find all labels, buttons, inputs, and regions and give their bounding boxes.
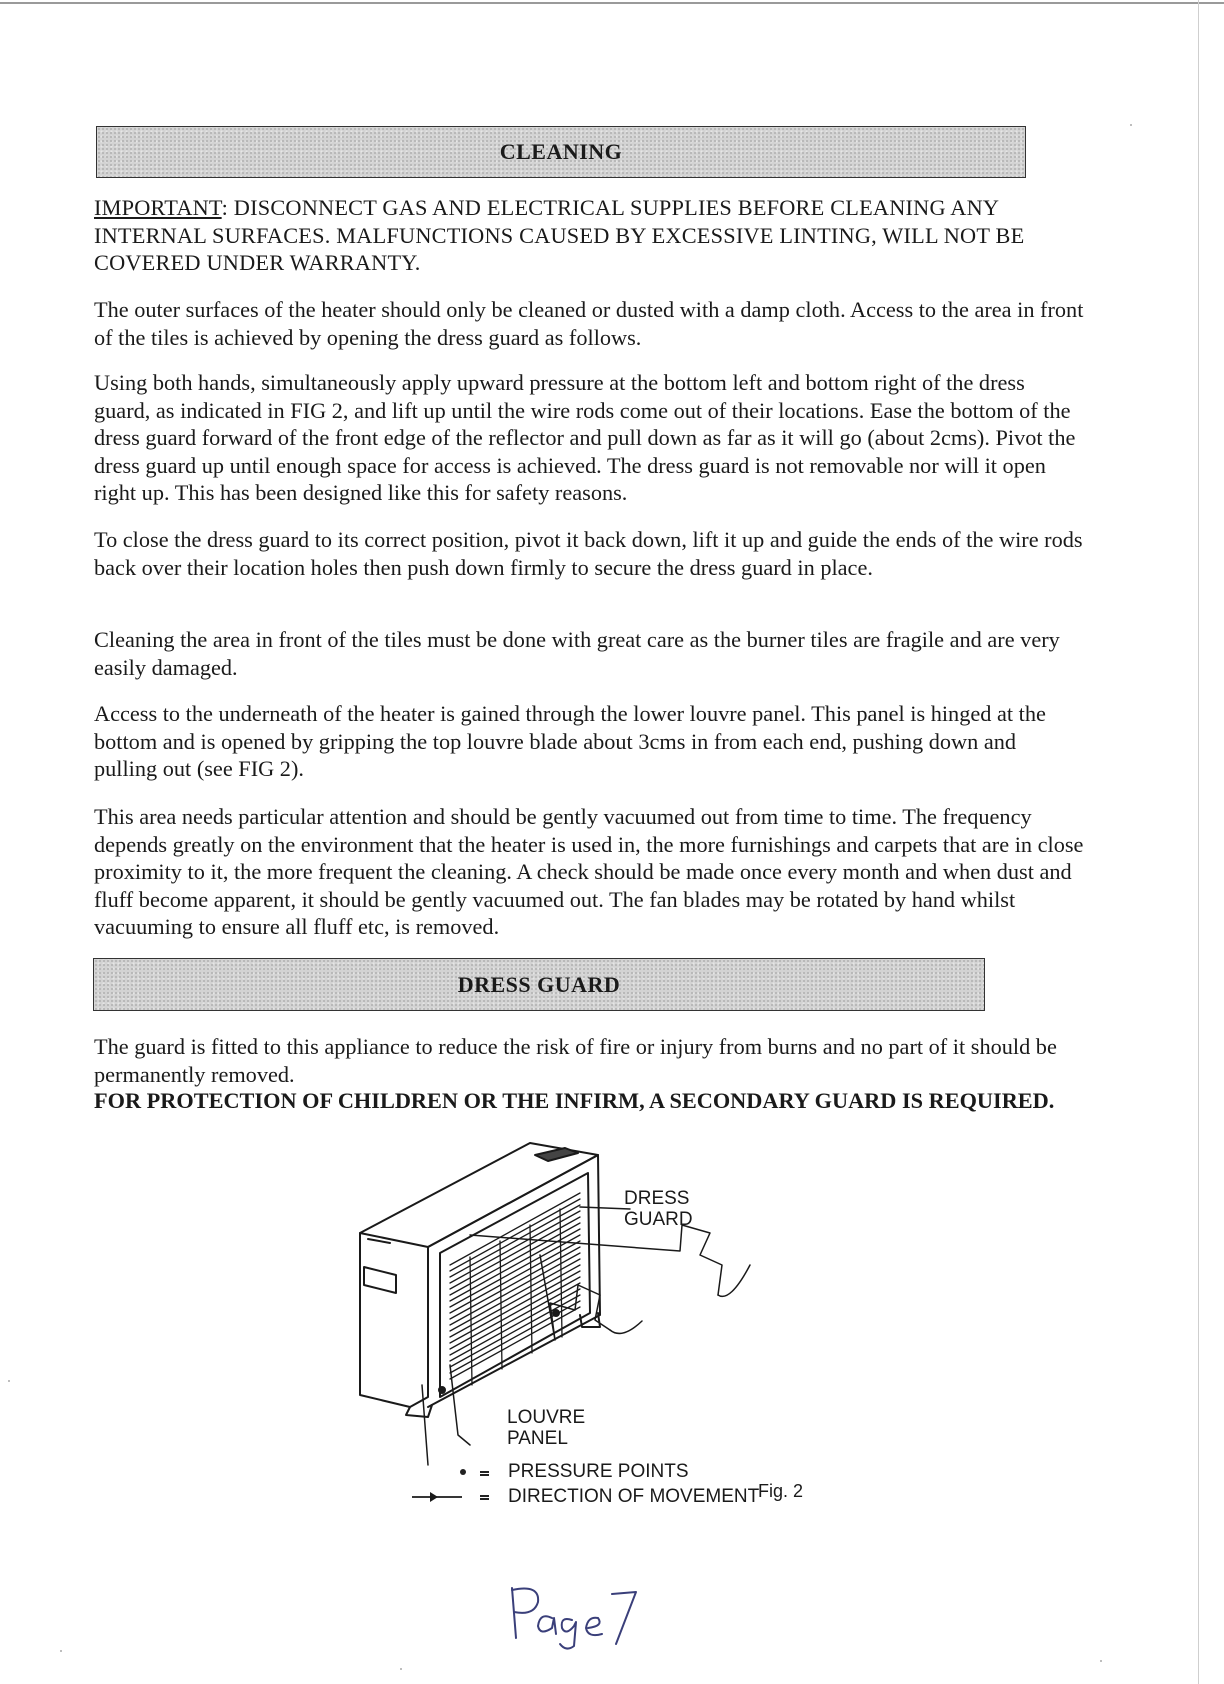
scan-speck [8, 1380, 10, 1382]
movement-arrow-upper-curve [718, 1265, 750, 1296]
cleaning-paragraph-4: Cleaning the area in front of the tiles must be done with great care as the burner tiles are fragile and are very easily damaged. [94, 627, 1060, 680]
control-panel-icon [535, 1148, 578, 1161]
scan-speck [1130, 124, 1132, 126]
movement-arrow-upper [470, 1225, 722, 1295]
louvre-label-line2: PANEL [507, 1428, 568, 1449]
heater-illustration [350, 1135, 820, 1515]
movement-arrow-lower-curve [610, 1321, 642, 1333]
cleaning-paragraph-6: This area needs particular attention and should be gently vacuumed out from time to time. The frequency depends greatly on the environment that the heater is used in, the more furnishings and carpets that are in close proximity to it, the more frequent the cleaning. A check should be made once every month and when dust and fluff become apparent, it should be gently vacuumed out. The fan blades may be rotated by hand whilst vacuuming to ensure all fluff etc, is removed. [94, 804, 1084, 939]
dress-guard-label-line1: DRESS [624, 1188, 690, 1209]
heater-side-outline [360, 1233, 428, 1407]
scan-speck [60, 1650, 62, 1652]
legend-equals-2 [480, 1495, 489, 1497]
louvre-panel-label [507, 1407, 597, 1449]
figure-caption: Fig. 2 [758, 1481, 804, 1501]
important-notice [94, 194, 1094, 277]
dress-guard-heading [93, 958, 985, 1011]
legend-direction-of-movement: DIRECTION OF MOVEMENT [508, 1486, 760, 1507]
scan-right-edge [1198, 0, 1199, 1684]
legend-pressure-points: PRESSURE POINTS [508, 1461, 689, 1482]
direction-arrow-legend-icon [410, 1490, 465, 1504]
cleaning-paragraph-2: Using both hands, simultaneously apply upward pressure at the bottom left and bottom right of the dress guard, as indicated in FIG 2, and lift up until the wire rods come out of their locations. Ease the bottom of the dress guard forward of the front edge of the reflector and pull down as far as it will go (about 2cms). Pivot the dress guard up until enough space for access is achieved. The dress guard is not removable nor will it open right up. This has been designed like this for safety reasons. [94, 370, 1076, 505]
scan-speck [400, 1668, 402, 1670]
pressure-point-legend-icon [460, 1469, 466, 1475]
important-label: IMPORTANT [94, 195, 222, 220]
dress-guard-label-line2: GUARD [624, 1209, 693, 1230]
cleaning-heading [96, 126, 1026, 178]
cleaning-paragraph-1: The outer surfaces of the heater should only be cleaned or dusted with a damp cloth. Access to the area in front of the tiles is achieved by opening the dress guard as follows. [94, 297, 1084, 350]
secondary-guard-warning: FOR PROTECTION OF CHILDREN OR THE INFIRM, A SECONDARY GUARD IS REQUIRED. [94, 1088, 1055, 1113]
dress-guard-label [624, 1188, 714, 1230]
dress-guard-paragraph: The guard is fitted to this appliance to reduce the risk of fire or injury from burns and no part of it should be permanently removed. [94, 1034, 1057, 1087]
louvre-label-line1: LOUVRE [507, 1407, 586, 1428]
scan-top-rule [0, 2, 1224, 4]
scan-speck [1100, 1660, 1102, 1662]
pressure-point-left [439, 1387, 445, 1393]
cleaning-paragraph-5: Access to the underneath of the heater is gained through the lower louvre panel. This panel is hinged at the bottom and is opened by gripping the top louvre blade about 3cms in from each end, pushing down and pulling out (see FIG 2). [94, 701, 1046, 781]
important-text: : DISCONNECT GAS AND ELECTRICAL SUPPLIES BEFORE CLEANING ANY INTERNAL SURFACES. MALFUNCTIONS CAUSED BY EXCESSIVE LINTING, WILL NOT BE COVERED UNDER WARRANTY. [94, 195, 1025, 275]
legend-equals-2b [480, 1498, 489, 1500]
legend-equals-1b [480, 1474, 489, 1476]
pressure-point-right [553, 1310, 559, 1316]
dress-guard-leader-line [580, 1207, 630, 1209]
legend-equals-1 [480, 1471, 489, 1473]
cleaning-paragraph-3: To close the dress guard to its correct position, pivot it back down, lift it up and guide the ends of the wire rods back over their location holes then push down firmly to secure the dress guard in place. [94, 527, 1083, 580]
dress-guard-heading-text: DRESS GUARD [457, 971, 621, 997]
cleaning-heading-text: CLEANING [499, 139, 623, 164]
